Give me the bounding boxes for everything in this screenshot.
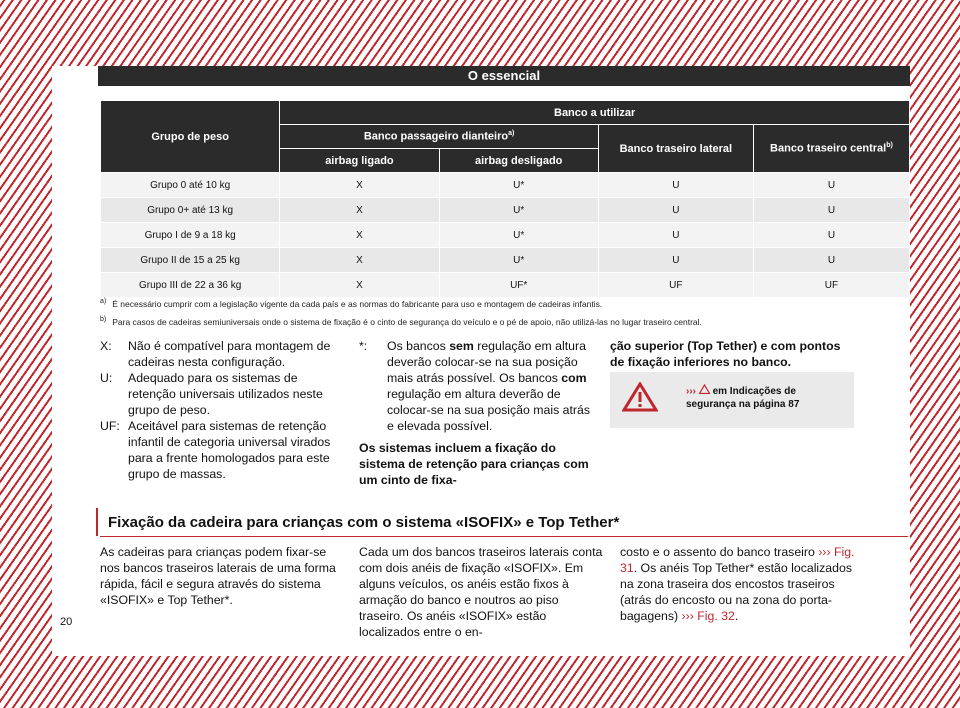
table-row: Grupo 0 até 10 kg X U* U U [101,173,910,198]
fig-32-link[interactable]: ››› Fig. 32 [681,609,735,623]
col-airbag-on: airbag ligado [280,149,439,173]
footnote-a: $^{a)}$ É necessário cumprir com a legislação vigente da cada país e as normas do fabricante para uso e montagem de cadeiras infantis. [100,298,603,309]
section-title: Fixação da cadeira para crianças com o sistema «ISOFIX» e Top Tether* [108,514,620,531]
col-seat-to-use: Banco a utilizar [280,101,910,125]
fig-31-link[interactable]: ››› Fig. 31 [620,545,855,575]
page-number: 20 [60,616,73,628]
footnote-b: $^{b)}$ Para casos de cadeiras semiuniversais onde o sistema de fixação é o cinto de segurança do veículo e o pé de apoio, não utilizá-las no lugar traseiro central. [100,316,702,327]
body-col-2: Cada um dos bancos traseiros laterais conta com dois anéis de fixação «ISOFIX». Em alguns veículos, os anéis estão fixos à armação do banco e noutros ao piso traseiro. Os anéis «ISOFIX» estão localizados entre o en- [359,545,603,639]
warning-link[interactable]: ››› em Indicações de segurança na página 87 [686,386,800,410]
asterisk-note: *: Os bancos sem regulação em altura deverão colocar-se na sua posição mais atrás possível. Os bancos com regulação em altura deverão de colocar-se na sua posição mais atrás e elevada possível. Os sistemas incluem a fixação do sistema de retenção para crianças com um cinto de fixa- [359,338,599,488]
legend-item: UF: Aceitável para sistemas de retenção infantil de categoria universal virados para a frente homologados para este grupo de massas. [100,419,331,481]
warning-box [610,372,854,428]
col-front-passenger: Banco passageiro dianteiro$^{a)}$ [280,125,599,149]
isofix-note-end: ção superior (Top Tether) e com pontos de fixação inferiores no banco. [610,339,841,369]
body-col-3: costo e o assento do banco traseiro ››› Fig. 31. Os anéis Top Tether* estão localizados na zona traseira dos encostos traseiros (atrás do encosto ou na zona do porta-bagagens) ››› Fig. 32. [620,545,855,623]
section-divider [100,536,908,537]
table-row: Grupo 0+ até 13 kg X U* U U [101,198,910,223]
legend-item: X: Não é compatível para montagem de cadeiras nesta configuração. [100,339,331,369]
section-header: O essencial [98,66,910,86]
col-rear-center: Banco traseiro central$^{b)}$ [753,125,909,173]
section-marker [96,508,98,536]
table-row: Grupo II de 15 a 25 kg X U* U U [101,248,910,273]
table-row: Grupo I de 9 a 18 kg X U* U U [101,223,910,248]
table-row: Grupo III de 22 a 36 kg X UF* UF UF [101,273,910,298]
child-seat-table [100,100,910,298]
body-col-1: As cadeiras para crianças podem fixar-se nos bancos traseiros laterais de uma forma rápida, fácil e segura através do sistema «ISOFIX» e Top Tether*. [100,545,336,607]
page [52,66,910,656]
isofix-note-start: Os sistemas incluem a fixação do sistema de retenção para crianças com um cinto de fixa- [359,441,589,487]
legend-item: U: Adequado para os sistemas de retenção universais utilizados neste grupo de peso. [100,371,323,417]
col-airbag-off: airbag desligado [439,149,598,173]
legend [100,338,340,482]
col-rear-side: Banco traseiro lateral [598,125,753,173]
small-warning-icon [699,384,710,394]
warning-triangle-icon [622,382,658,412]
col-weight-group: Grupo de peso [101,101,280,173]
